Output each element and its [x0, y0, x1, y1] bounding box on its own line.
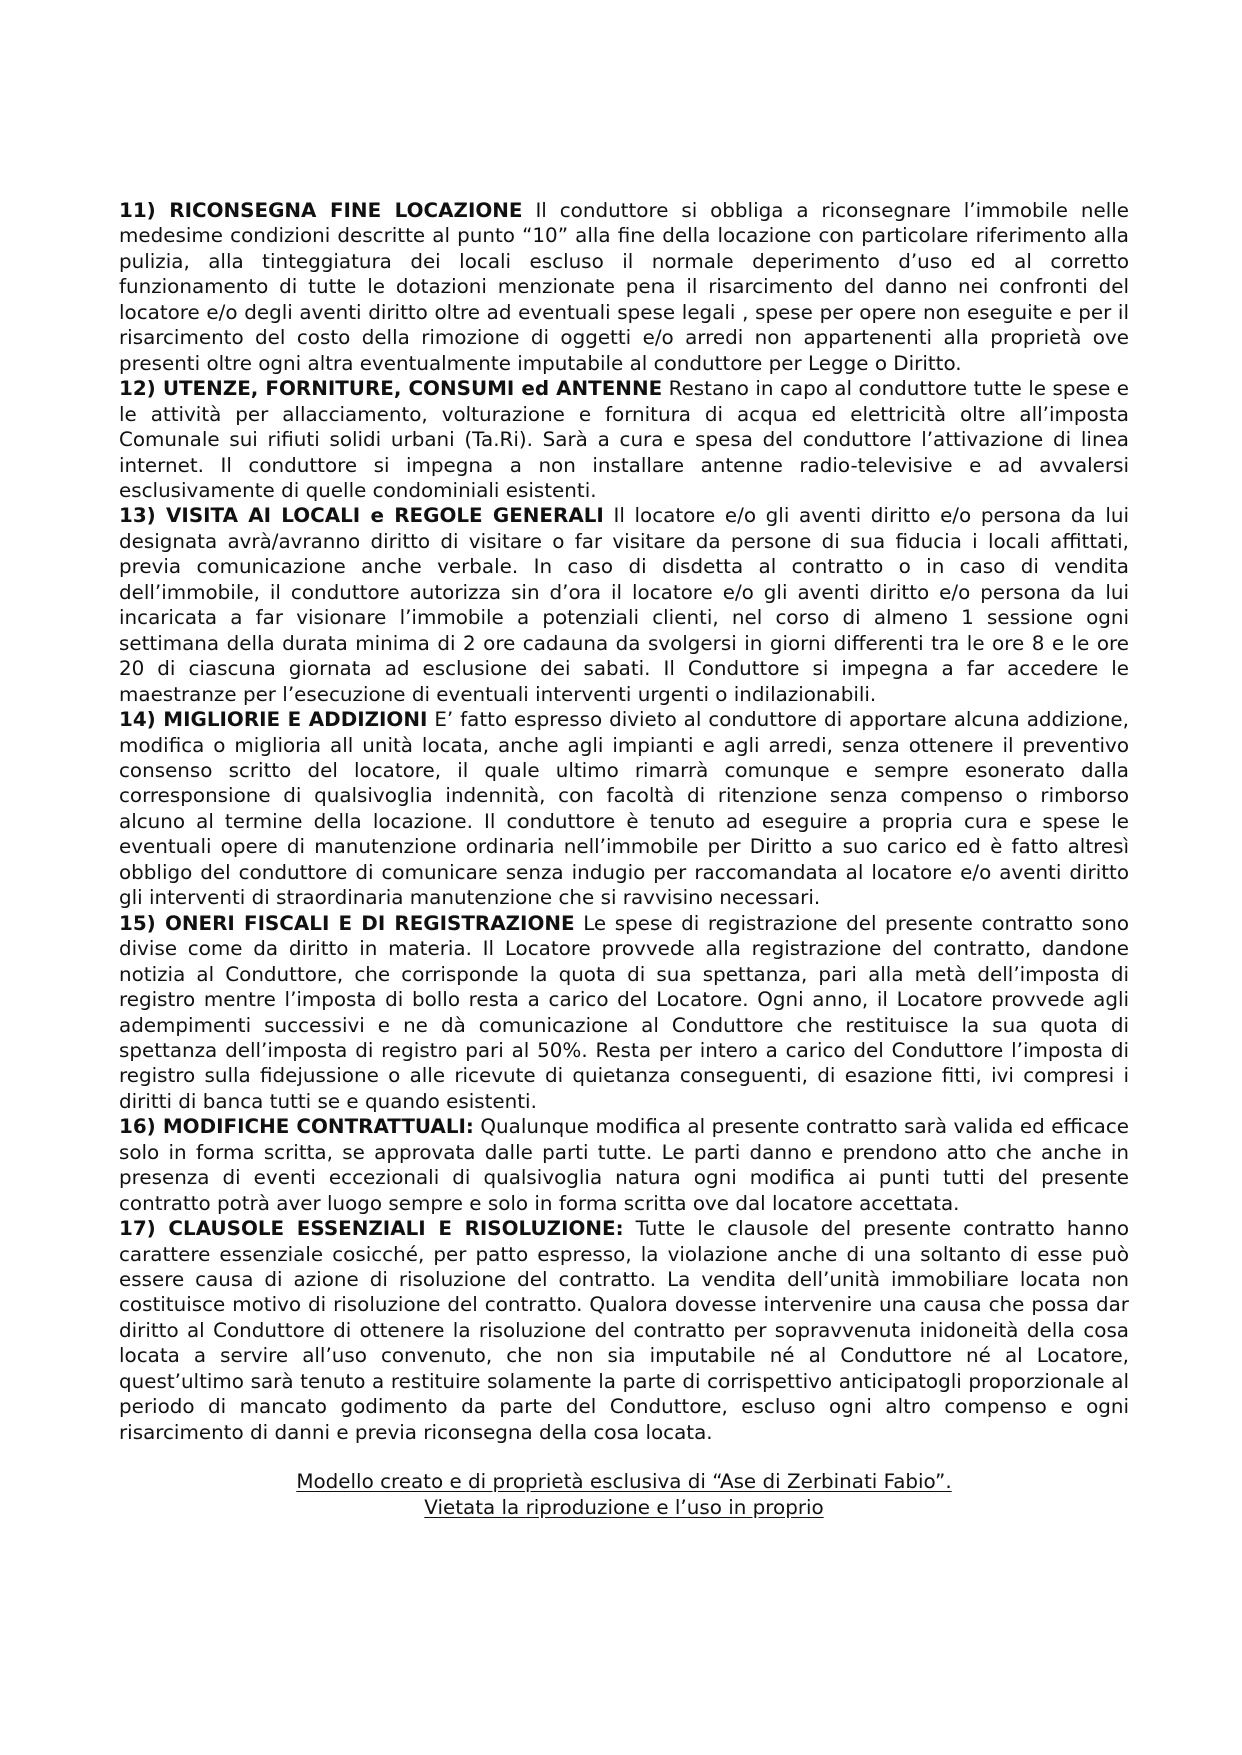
clause-title: 15) ONERI FISCALI E DI REGISTRAZIONE	[119, 911, 575, 935]
clause-16	[119, 1114, 1129, 1216]
document-page	[119, 198, 1129, 1520]
reproduction-notice: Vietata la riproduzione e l’uso in proprio	[424, 1495, 824, 1519]
clause-title: 17) CLAUSOLE ESSENZIALI E RISOLUZIONE:	[119, 1217, 624, 1241]
copyright-notice: Modello creato e di proprietà esclusiva di “Ase di Zerbinati Fabio”.	[296, 1470, 952, 1494]
clause-text: Restano in capo al conduttore tutte le spese e le attività per allacciamento, volturazione e fornitura di acqua ed elettricità oltre all’imposta Comunale sui rifiuti solidi urbani (Ta.Ri). Sarà a cura e spesa del conduttore l’attivazione di linea internet. Il conduttore si impegna a non installare antenne radio-televisive e ad avvalersi esclusivamente di quelle condominiali esistenti.	[119, 377, 1129, 502]
clause-text: Le spese di registrazione del presente contratto sono divise come da diritto in materia. Il Locatore provvede alla registrazione del contratto, dandone notizia al Conduttore, che corrisponde la quota di sua spettanza, pari alla metà dell’imposta di registro mentre l’imposta di bollo resta a carico del Locatore. Ogni anno, il Locatore provvede agli adempimenti successivi e ne dà comunicazione al Conduttore che restituisce la sua quota di spettanza dell’imposta di registro pari al 50%. Resta per intero a carico del Conduttore l’imposta di registro sulla fidejussione o alle ricevute di quietanza conseguenti, di esazione fitti, ivi compresi i diritti di banca tutti se e quando esistenti.	[119, 911, 1129, 1113]
clause-title: 14) MIGLIORIE E ADDIZIONI	[119, 708, 428, 732]
copyright-footer	[119, 1469, 1129, 1520]
clause-text: E’ fatto espresso divieto al conduttore di apportare alcuna addizione, modifica o miglioria all unità locata, anche agli impianti e agli arredi, senza ottenere il preventivo consenso scritto del locatore, il quale ultimo rimarrà comunque e sempre esonerato dalla corresponsione di qualsivoglia indennità, con facoltà di ritenzione senza compenso o rimborso alcuno al termine della locazione. Il conduttore è tenuto ad eseguire a propria cura e spese le eventuali opere di manutenzione ordinaria nell’immobile per Diritto a suo carico ed è fatto altresì obbligo del conduttore di comunicare senza indugio per raccomandata al locatore e/o aventi diritto gli interventi di straordinaria manutenzione che si ravvisino necessari.	[119, 708, 1129, 910]
clause-13	[119, 503, 1129, 707]
clause-14	[119, 707, 1129, 911]
clause-title: 12) UTENZE, FORNITURE, CONSUMI ed ANTENNE	[119, 377, 663, 401]
clause-text: Il conduttore si obbliga a riconsegnare l’immobile nelle medesime condizioni descritte al punto “10” alla fine della locazione con particolare riferimento alla pulizia, alla tinteggiatura dei locali escluso il normale deperimento d’uso ed al corretto funzionamento di tutte le dotazioni menzionate pena il risarcimento del danno nei confronti del locatore e/o degli aventi diritto oltre ad eventuali spese legali , spese per opere non eseguite e per il risarcimento del costo della rimozione di oggetti e/o arredi non appartenenti alla proprietà ove presenti oltre ogni altra eventualmente imputabile al conduttore per Legge o Diritto.	[119, 199, 1130, 375]
clause-text: Il locatore e/o gli aventi diritto e/o persona da lui designata avrà/avranno diritto di visitare o far visitare da persone di sua fiducia i locali affittati, previa comunicazione anche verbale. In caso di disdetta al contratto o in caso di vendita dell’immobile, il conduttore autorizza sin d’ora il locatore e/o gli aventi diritto e/o persona da lui incaricata a far visionare l’immobile a potenziali clienti, nel corso di almeno 1 sessione ogni settimana della durata minima di 2 ore cadauna da svolgersi in giorni differenti tra le ore 8 e le ore 20 di ciascuna giornata ad esclusione dei sabati. Il Conduttore si impegna a far accedere le maestranze per l’esecuzione di eventuali interventi urgenti o indilazionabili.	[119, 504, 1129, 706]
clause-title: 13) VISITA AI LOCALI e REGOLE GENERALI	[119, 504, 604, 528]
clause-text: Qualunque modifica al presente contratto sarà valida ed efficace solo in forma scritta, se approvata dalle parti tutte. Le parti danno e prendono atto che anche in presenza di eventi eccezionali di qualsivoglia natura ogni modifica ai punti tutti del presente contratto potrà aver luogo sempre e solo in forma scritta ove dal locatore accettata.	[119, 1115, 1129, 1215]
clause-title: 11) RICONSEGNA FINE LOCAZIONE	[119, 199, 523, 222]
clause-title: 16) MODIFICHE CONTRATTUALI:	[119, 1115, 474, 1139]
clause-12	[119, 376, 1129, 503]
clause-11	[119, 198, 1129, 376]
clause-text: Tutte le clausole del presente contratto hanno carattere essenziale cosicché, per patto espresso, la violazione anche di una soltanto di esse può essere causa di azione di risoluzione del contratto. La vendita dell’unità immobiliare locata non costituisce motivo di risoluzione del contratto. Qualora dovesse intervenire una causa che possa dar diritto al Conduttore di ottenere la risoluzione del contratto per sopravvenuta inidoneità della cosa locata a servire all’uso convenuto, che non sia imputabile né al Conduttore né al Locatore, quest’ultimo sarà tenuto a restituire solamente la parte di corrispettivo anticipatogli proporzionale al periodo di mancato godimento da parte del Conduttore, escluso ogni altro compenso e ogni risarcimento di danni e previa riconsegna della cosa locata.	[119, 1217, 1130, 1444]
clause-15	[119, 911, 1129, 1115]
clause-17	[119, 1216, 1129, 1445]
